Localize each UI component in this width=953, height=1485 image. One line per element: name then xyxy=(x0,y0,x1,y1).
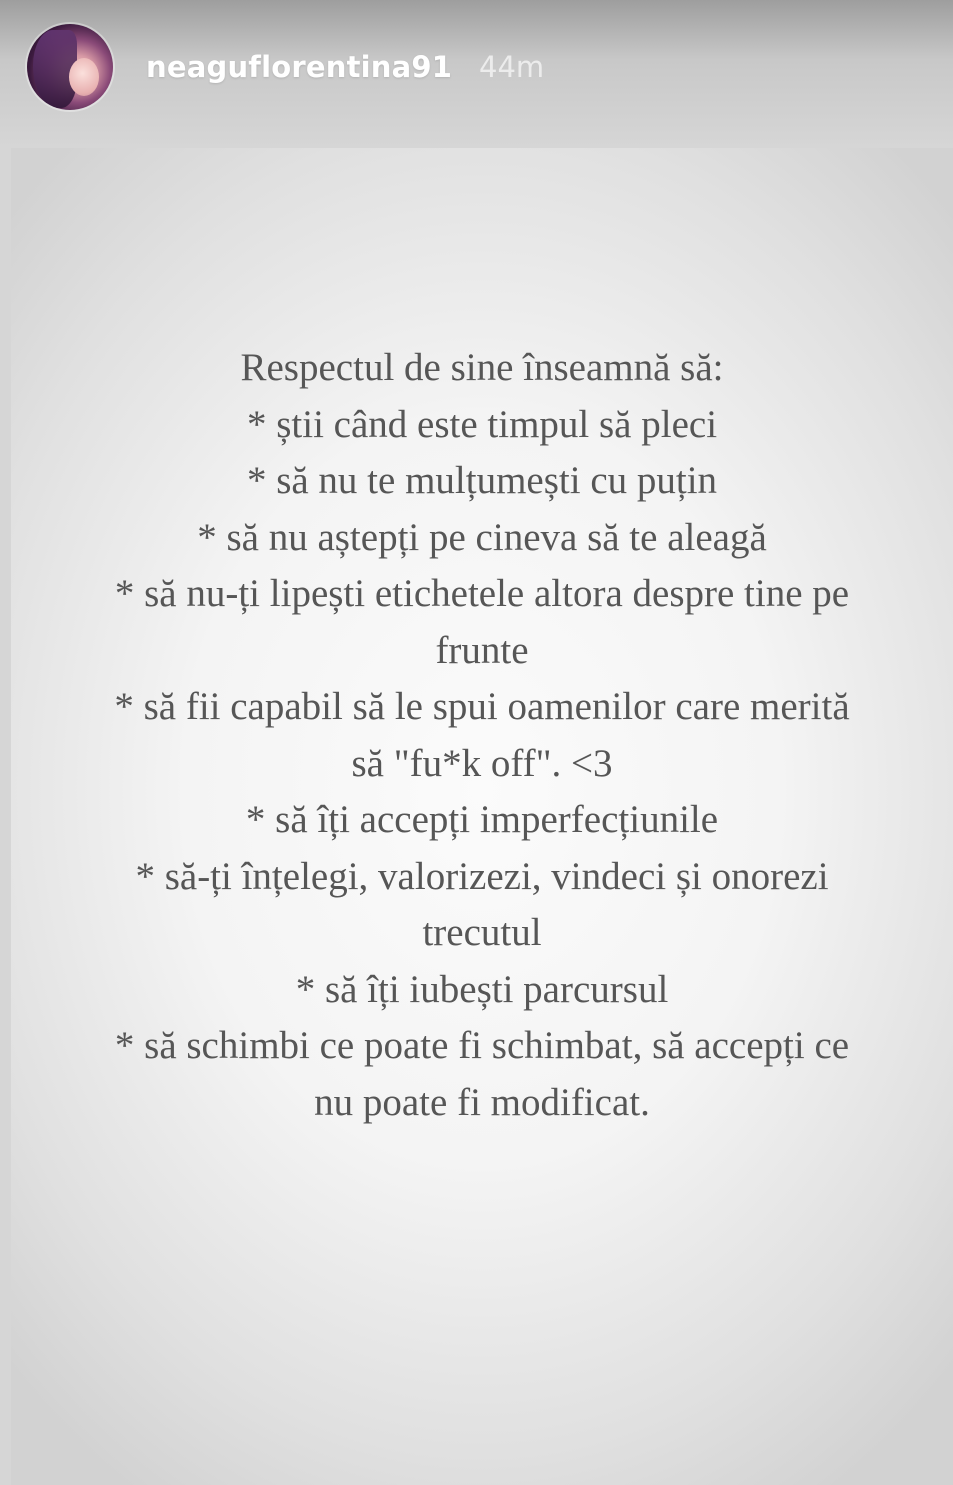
quote-line: * să fii capabil să le spui oamenilor care merită xyxy=(114,685,850,728)
quote-line: * să nu aștepți pe cineva să te aleagă xyxy=(197,515,767,559)
story-header xyxy=(0,0,953,140)
avatar-face-shape xyxy=(69,58,99,96)
quote-line: * să nu te mulțumești cu puțin xyxy=(246,459,718,502)
profile-avatar[interactable] xyxy=(27,24,113,110)
quote-line: * să îți accepți imperfecțiunile xyxy=(245,798,719,841)
quote-line: nu poate fi modificat. xyxy=(314,1080,650,1124)
quote-line: * să schimbi ce poate fi schimbat, să accepți ce xyxy=(114,1024,850,1067)
post-timestamp: 44m xyxy=(479,50,545,84)
quote-line: * știi când este timpul să pleci xyxy=(246,402,718,446)
quote-line: frunte xyxy=(435,628,529,672)
username[interactable]: neaguflorentina91 xyxy=(146,50,453,84)
quote-line: * să îți iubești parcursul xyxy=(295,967,669,1011)
story-quote-text xyxy=(11,340,953,1131)
quote-line: trecutul xyxy=(422,911,542,954)
quote-line: să "fu*k off". <3 xyxy=(351,741,613,785)
quote-line: * să-ți înțelegi, valorizezi, vindeci și onorezi xyxy=(135,854,829,898)
quote-line: * să nu-ți lipești etichetele altora despre tine pe xyxy=(114,572,850,615)
quote-line: Respectul de sine înseamnă să: xyxy=(240,346,724,389)
